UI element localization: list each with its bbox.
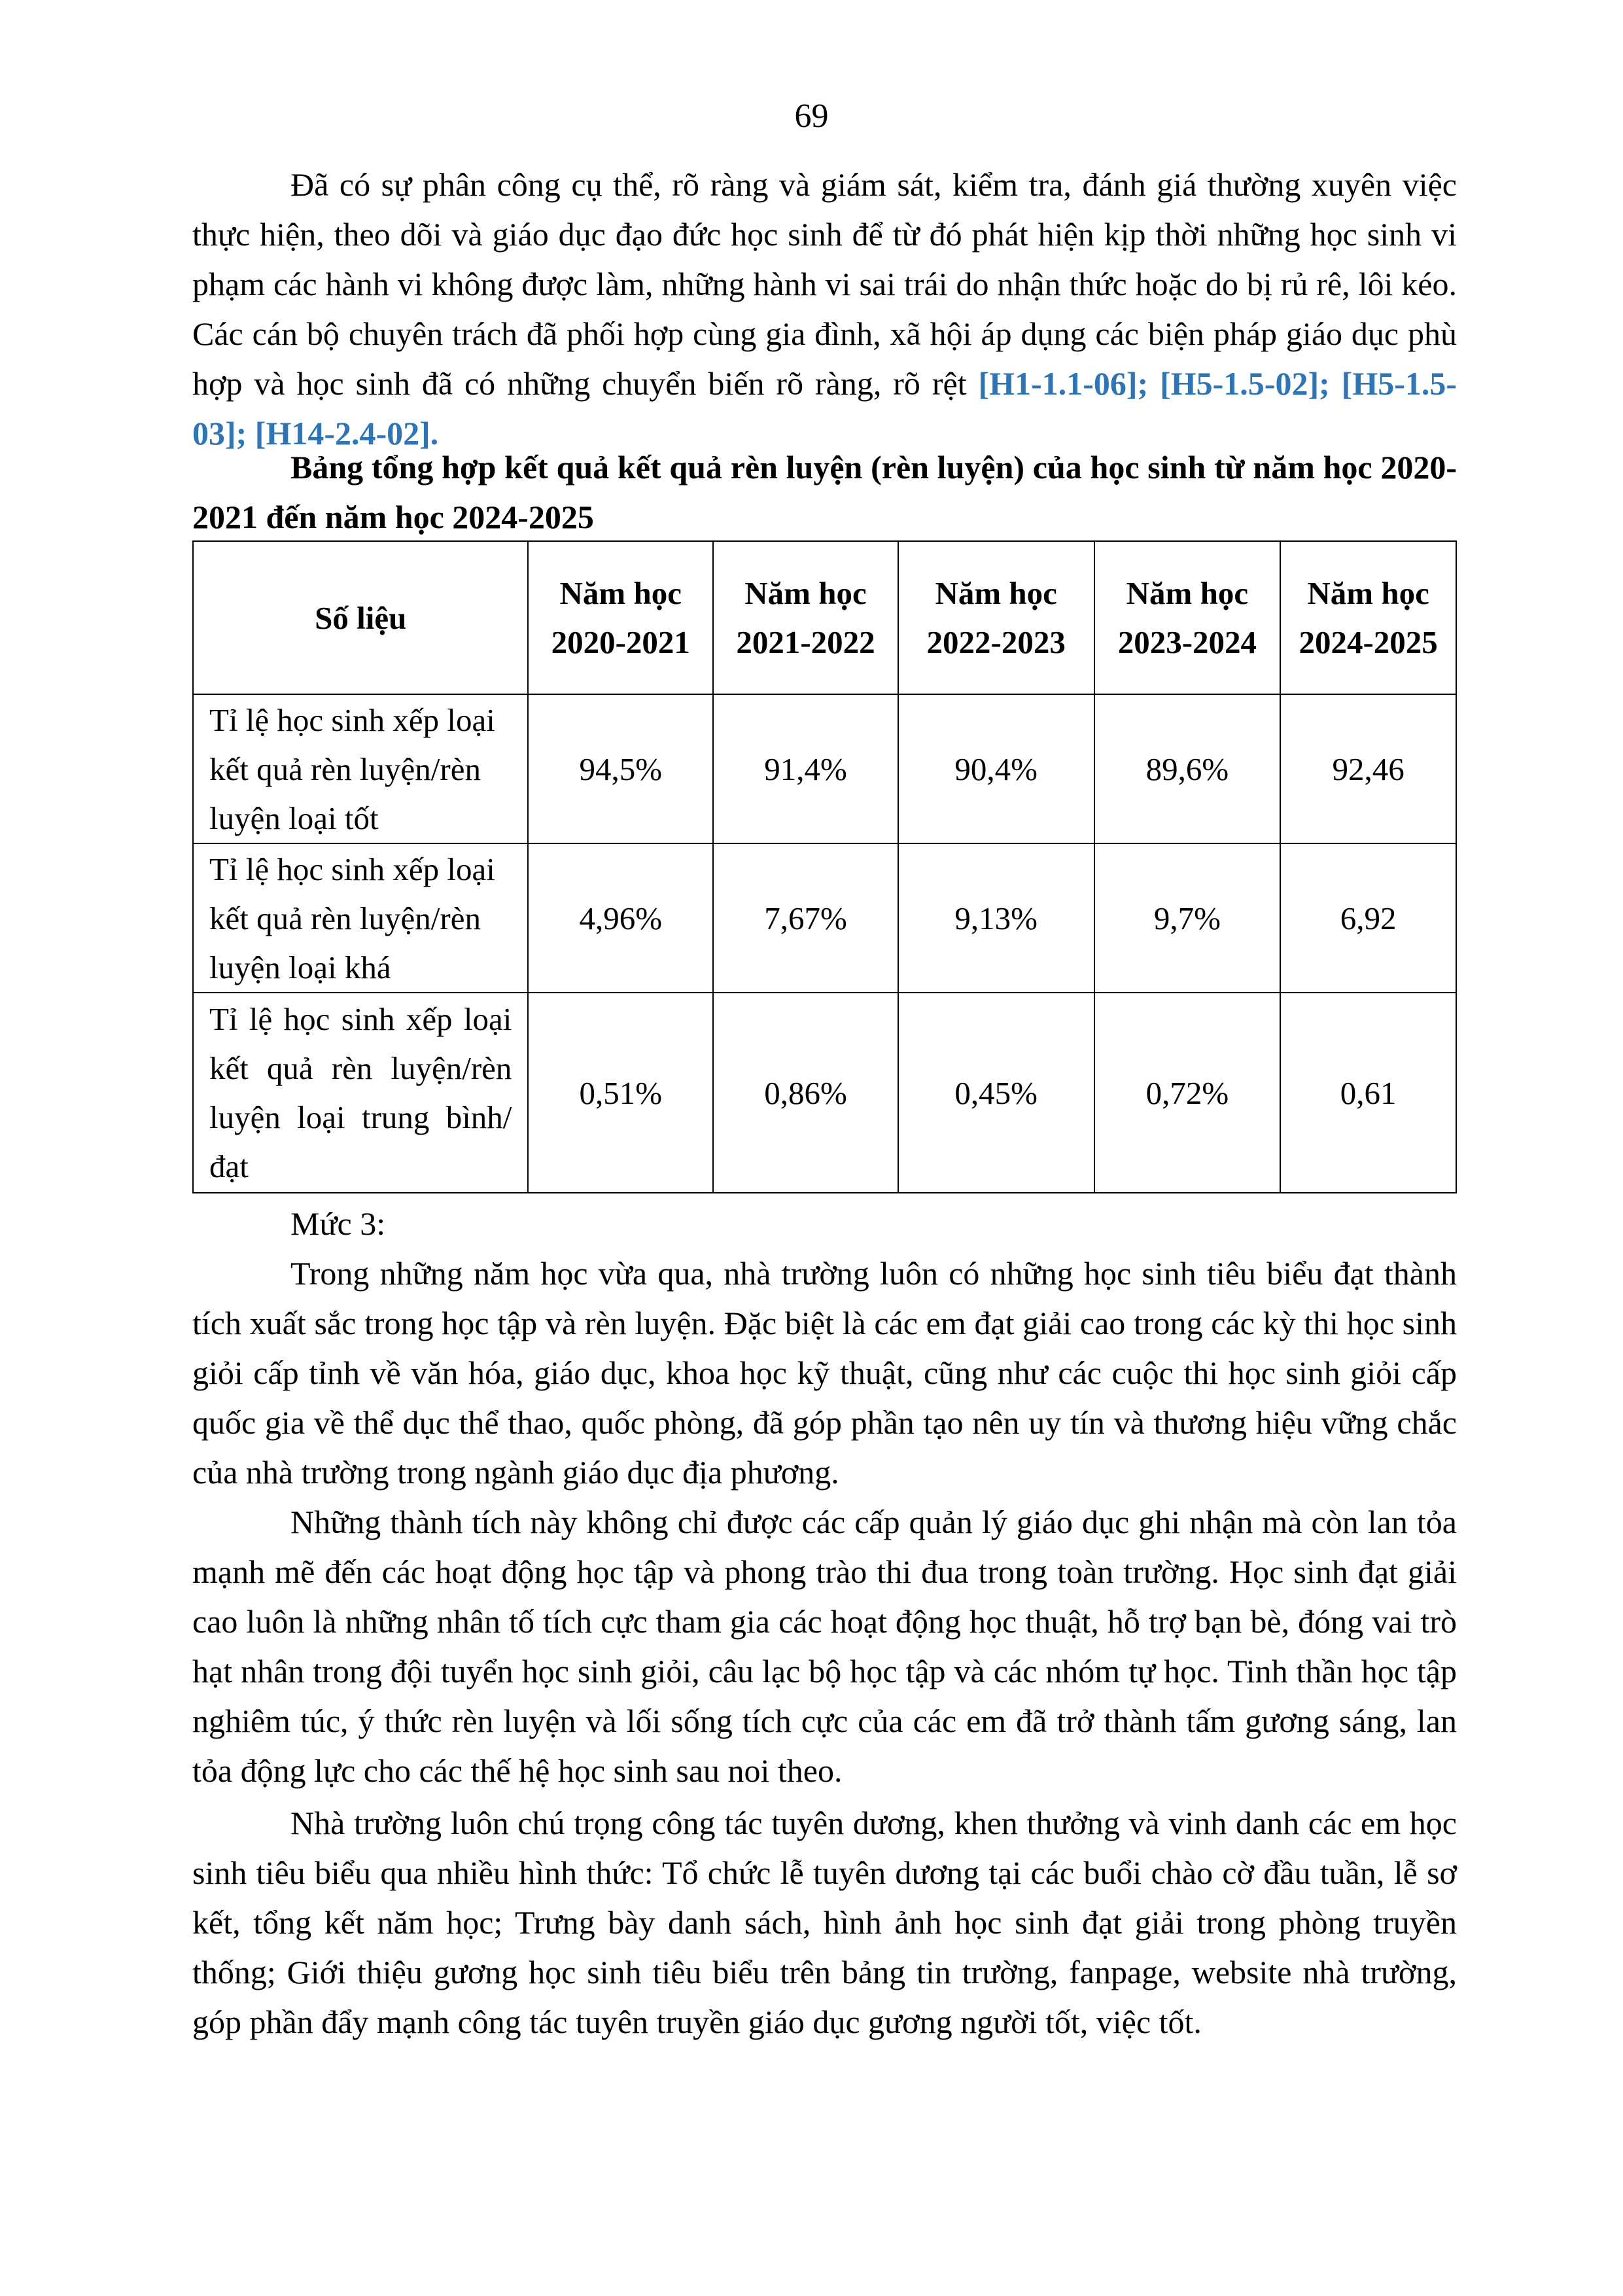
- header-cell-year: Năm học 2022-2023: [898, 541, 1094, 694]
- header-cell-year: Năm học 2020-2021: [528, 541, 713, 694]
- table-header-row: [193, 541, 1456, 694]
- row-label: Tỉ lệ học sinh xếp loại kết quả rèn luyện/rèn luyện loại trung bình/đạt: [193, 993, 528, 1193]
- header-cell-year: Năm học 2024-2025: [1280, 541, 1456, 694]
- level-heading: Mức 3:: [290, 1205, 386, 1242]
- table-cell: 0,61: [1280, 993, 1456, 1193]
- table-cell: 92,46: [1280, 694, 1456, 843]
- table-cell: 6,92: [1280, 843, 1456, 993]
- table-caption-text: Bảng tổng hợp kết quả kết quả rèn luyện (rèn luyện) của học sinh từ năm học 2020-2021 đến năm học 2024-2025: [192, 449, 1457, 535]
- table-cell: 9,13%: [898, 843, 1094, 993]
- table-cell: 89,6%: [1094, 694, 1281, 843]
- evidence-references: [H1-1.1-06]; [H5-1.5-02]; [H5-1.5-03]; [H14-2.4-02].: [192, 365, 1457, 451]
- table-row: [193, 993, 1456, 1193]
- table-caption: [192, 442, 1457, 542]
- table-cell: 7,67%: [713, 843, 898, 993]
- training-results-table: [192, 540, 1457, 1193]
- table-cell: 90,4%: [898, 694, 1094, 843]
- paragraph-text: Đã có sự phân công cụ thể, rõ ràng và giám sát, kiểm tra, đánh giá thường xuyên việc thực hiện, theo dõi và giáo dục đạo đức học sinh để từ đó phát hiện kịp thời những học sinh vi phạm các hành vi không được làm, những hành vi sai trái do nhận thức hoặc do bị rủ rê, lôi kéo. Các cán bộ chuyên trách đã phối hợp cùng gia đình, xã hội áp dụng các biện pháp giáo dục phù hợp và học sinh đã có những chuyển biến rõ ràng, rõ rệt: [192, 166, 1457, 402]
- page-number: 69: [794, 97, 829, 135]
- header-cell-metric: Số liệu: [193, 541, 528, 694]
- table-cell: 0,86%: [713, 993, 898, 1193]
- paragraph-influence: Những thành tích này không chỉ được các cấp quản lý giáo dục ghi nhận mà còn lan tỏa mạnh mẽ đến các hoạt động học tập và phong trào thi đua trong toàn trường. Học sinh đạt giải cao luôn là những nhân tố tích cực tham gia các hoạt động học thuật, hỗ trợ bạn bè, đóng vai trò hạt nhân trong đội tuyển học sinh giỏi, câu lạc bộ học tập và các nhóm tự học. Tinh thần học tập nghiêm túc, ý thức rèn luyện và lối sống tích cực của các em đã trở thành tấm gương sáng, lan tỏa động lực cho các thế hệ học sinh sau noi theo.: [192, 1504, 1457, 1789]
- header-cell-year: Năm học 2021-2022: [713, 541, 898, 694]
- row-label: Tỉ lệ học sinh xếp loại kết quả rèn luyện/rèn luyện loại tốt: [193, 694, 528, 843]
- table-cell: 0,51%: [528, 993, 713, 1193]
- table-cell: 94,5%: [528, 694, 713, 843]
- paragraph-achievements: Trong những năm học vừa qua, nhà trường luôn có những học sinh tiêu biểu đạt thành tích xuất sắc trong học tập và rèn luyện. Đặc biệt là các em đạt giải cao trong các kỳ thi học sinh giỏi cấp tỉnh về văn hóa, giáo dục, khoa học kỹ thuật, cũng như các cuộc thi học sinh giỏi cấp quốc gia về thể dục thể thao, quốc phòng, đã góp phần tạo nên uy tín và thương hiệu vững chắc của nhà trường trong ngành giáo dục địa phương.: [192, 1255, 1457, 1491]
- row-label: Tỉ lệ học sinh xếp loại kết quả rèn luyện/rèn luyện loại khá: [193, 843, 528, 993]
- table-row: [193, 694, 1456, 843]
- table-cell: 9,7%: [1094, 843, 1281, 993]
- paragraph-discipline-monitoring: [192, 160, 1457, 458]
- table-cell: 0,72%: [1094, 993, 1281, 1193]
- table-row: [193, 843, 1456, 993]
- paragraph-recognition: Nhà trường luôn chú trọng công tác tuyên dương, khen thưởng và vinh danh các em học sinh tiêu biểu qua nhiều hình thức: Tổ chức lễ tuyên dương tại các buổi chào cờ đầu tuần, lễ sơ kết, tổng kết năm học; Trưng bày danh sách, hình ảnh học sinh đạt giải trong phòng truyền thống; Giới thiệu gương học sinh tiêu biểu trên bảng tin trường, fanpage, website nhà trường, góp phần đẩy mạnh công tác tuyên truyền giáo dục gương người tốt, việc tốt.: [192, 1805, 1457, 2040]
- table-cell: 4,96%: [528, 843, 713, 993]
- table-cell: 0,45%: [898, 993, 1094, 1193]
- table-cell: 91,4%: [713, 694, 898, 843]
- header-cell-year: Năm học 2023-2024: [1094, 541, 1281, 694]
